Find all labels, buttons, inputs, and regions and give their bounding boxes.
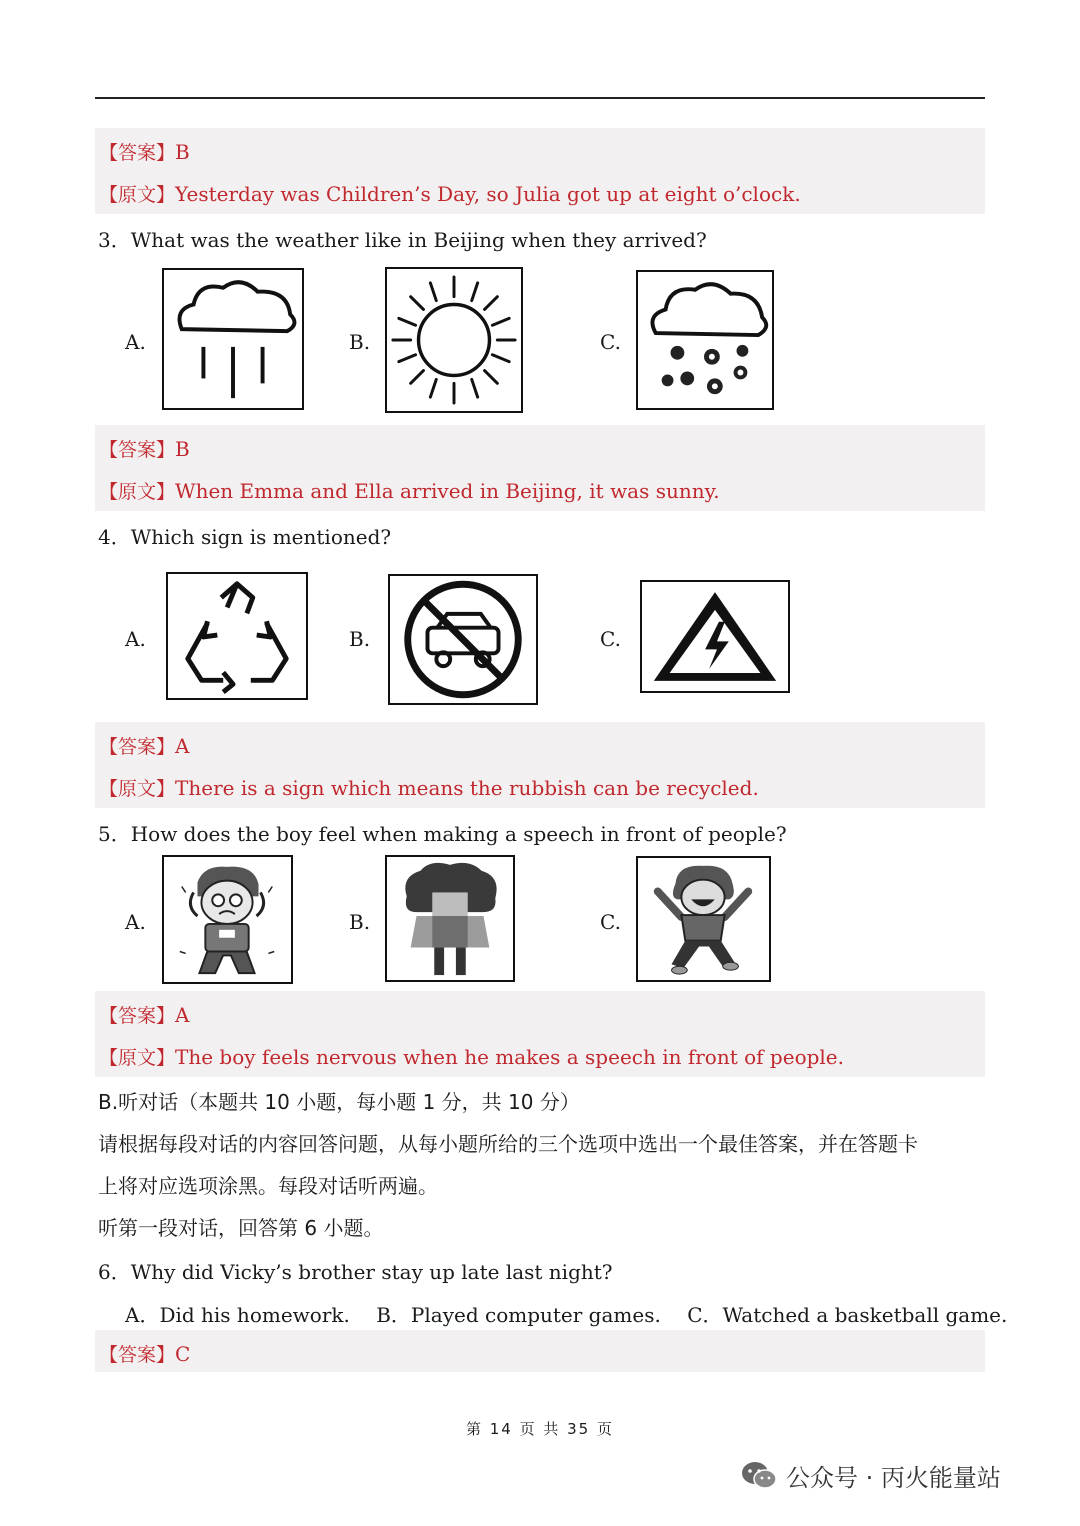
option-a-label: A. (125, 627, 146, 651)
question-3: 3．What was the weather like in Beijing when they arrived? (98, 228, 707, 252)
option-c-image (636, 856, 771, 982)
transcript-label: 【原文】 (99, 481, 176, 503)
answer-line (99, 1340, 190, 1367)
question-6: 6．Why did Vicky’s brother stay up late last night? (98, 1260, 613, 1284)
no-cars-icon (390, 576, 536, 703)
answer-block (95, 425, 985, 511)
answer-block (95, 1330, 985, 1372)
choice-b: B．Played computer games. (376, 1303, 661, 1327)
transcript-text: When Emma and Ella arrived in Beijing, it was sunny. (175, 479, 720, 503)
happy-boy-icon (638, 858, 769, 980)
option-c-label: C. (600, 910, 621, 934)
transcript-line (99, 180, 801, 207)
snow-cloud-icon (638, 272, 772, 408)
answer-block (95, 128, 985, 214)
nervous-boy-icon (164, 857, 291, 982)
option-a-image (162, 268, 304, 410)
transcript-line (99, 1043, 844, 1070)
header-rule (95, 97, 985, 99)
wechat-icon (740, 1460, 778, 1492)
answer-value: B (175, 140, 190, 164)
option-b-image (385, 855, 515, 982)
option-c-label: C. (600, 627, 621, 651)
option-a-image (162, 855, 293, 984)
answer-value: B (175, 437, 190, 461)
section-heading: B.听对话（本题共 10 小题，每小题 1 分，共 10 分） (98, 1090, 580, 1114)
answer-line (99, 1001, 189, 1028)
choice-a: A．Did his homework. (125, 1303, 350, 1327)
answer-label: 【答案】 (99, 1005, 176, 1027)
option-b-label: B. (349, 627, 371, 651)
sun-icon (387, 269, 521, 411)
answer-block (95, 722, 985, 808)
answer-line (99, 732, 189, 759)
option-a-label: A. (125, 330, 146, 354)
answer-block (95, 991, 985, 1077)
recycle-icon (168, 574, 306, 698)
answer-line (99, 138, 190, 165)
option-b-image (388, 574, 538, 705)
transcript-text: Yesterday was Children’s Day, so Julia got up at eight o’clock. (175, 182, 801, 206)
transcript-label: 【原文】 (99, 778, 176, 800)
answer-label: 【答案】 (99, 1344, 176, 1366)
section-instruction-1: 请根据每段对话的内容回答问题，从每小题所给的三个选项中选出一个最佳答案，并在答题卡 (98, 1132, 918, 1156)
section-instruction-2: 上将对应选项涂黑。每段对话听两遍。 (98, 1174, 438, 1198)
rain-cloud-icon (164, 270, 302, 408)
transcript-text: There is a sign which means the rubbish can be recycled. (175, 776, 759, 800)
watermark-text: 公众号 · 丙火能量站 (786, 1464, 1001, 1492)
answer-value: A (175, 734, 190, 758)
answer-line (99, 435, 190, 462)
transcript-line (99, 477, 720, 504)
answer-label: 【答案】 (99, 142, 176, 164)
answer-label: 【答案】 (99, 439, 176, 461)
watermark (740, 1458, 1001, 1493)
answer-label: 【答案】 (99, 736, 176, 758)
page-footer: 第 14 页 共 35 页 (465, 1420, 614, 1438)
transcript-line (99, 774, 759, 801)
option-c-image (636, 270, 774, 410)
option-b-label: B. (349, 330, 371, 354)
option-c-image (640, 580, 790, 693)
option-a-label: A. (125, 910, 146, 934)
answer-value: A (175, 1003, 190, 1027)
question-5: 5．How does the boy feel when making a speech in front of people? (98, 822, 787, 846)
question-6-choices (125, 1299, 1027, 1328)
electric-hazard-icon (642, 582, 788, 691)
transcript-text: The boy feels nervous when he makes a speech in front of people. (175, 1045, 844, 1069)
option-b-label: B. (349, 910, 371, 934)
option-a-image (166, 572, 308, 700)
dialogue-intro: 听第一段对话，回答第 6 小题。 (98, 1216, 384, 1240)
option-b-image (385, 267, 523, 413)
answer-value: C (175, 1342, 191, 1366)
choice-c: C．Watched a basketball game. (687, 1303, 1008, 1327)
question-4: 4．Which sign is mentioned? (98, 525, 392, 549)
transcript-label: 【原文】 (99, 1047, 176, 1069)
boy-back-icon (387, 857, 513, 980)
option-c-label: C. (600, 330, 621, 354)
transcript-label: 【原文】 (99, 184, 176, 206)
